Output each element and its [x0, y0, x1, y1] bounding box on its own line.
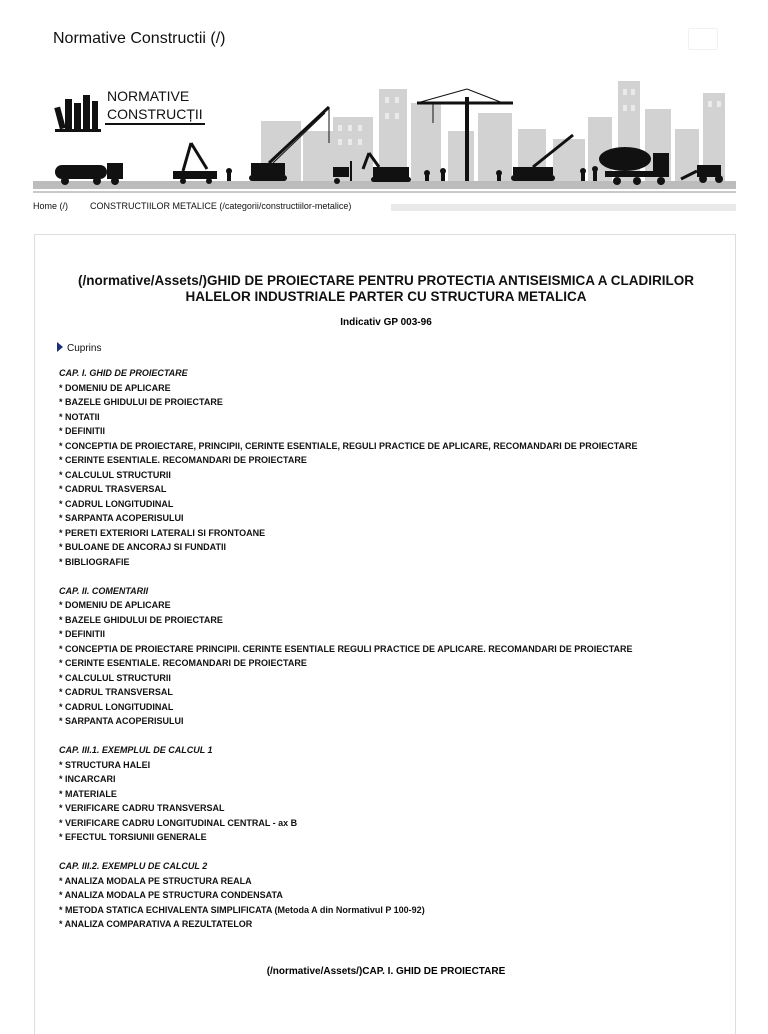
- toc-item[interactable]: * MATERIALE: [59, 788, 117, 799]
- toc-item[interactable]: * METODA STATICA ECHIVALENTA SIMPLIFICATA (Metoda A din Normativul P 100-92): [59, 904, 425, 915]
- document-title-line2: HALELOR INDUSTRIALE PARTER CU STRUCTURA METALICA: [185, 289, 587, 304]
- breadcrumb-divider: [391, 204, 736, 211]
- menu-toggle-button[interactable]: [688, 28, 718, 50]
- toc-item[interactable]: * CADRUL LONGITUDINAL: [59, 701, 174, 712]
- toc-item[interactable]: * SARPANTA ACOPERISULUI: [59, 513, 184, 523]
- document-content: [34, 234, 736, 1034]
- document-title-line1[interactable]: (/normative/Assets/)GHID DE PROIECTARE PENTRU PROTECTIA ANTISEISMICA A CLADIRILOR: [77, 273, 695, 288]
- toc-item[interactable]: * NOTATII: [59, 411, 100, 422]
- toc-item[interactable]: * EFECTUL TORSIUNII GENERALE: [59, 832, 207, 842]
- document-title: [35, 273, 737, 305]
- toc-item[interactable]: * CERINTE ESENTIALE. RECOMANDARI DE PROIECTARE: [59, 658, 307, 668]
- toc-item[interactable]: * DEFINITII: [59, 426, 106, 436]
- toc-item[interactable]: * ANALIZA COMPARATIVA A REZULTATELOR: [59, 919, 253, 929]
- toc-item[interactable]: * ANALIZA MODALA PE STRUCTURA REALA: [59, 875, 252, 886]
- toc-item[interactable]: * DEFINITII: [59, 629, 106, 639]
- toc-item[interactable]: * CALCULUL STRUCTURII: [59, 469, 171, 480]
- toc-toggle[interactable]: [57, 342, 101, 354]
- toc-item[interactable]: * SARPANTA ACOPERISULUI: [59, 716, 184, 726]
- toc-item[interactable]: * CERINTE ESENTIALE. RECOMANDARI DE PROIECTARE: [59, 455, 307, 465]
- toc-section: [59, 584, 719, 729]
- toc-item[interactable]: * CADRUL TRANSVERSAL: [59, 687, 173, 697]
- toc-section: [59, 743, 719, 845]
- toc-section: [59, 366, 719, 569]
- breadcrumb: [33, 201, 736, 215]
- expand-arrow-icon: [57, 342, 63, 352]
- toc-item[interactable]: * STRUCTURA HALEI: [59, 759, 151, 770]
- breadcrumb-category-link[interactable]: CONSTRUCTIILOR METALICE (/categorii/constructiilor-metalice): [90, 201, 352, 211]
- toc-item[interactable]: * BIBLIOGRAFIE: [59, 556, 130, 567]
- toc-section-heading[interactable]: CAP. III.2. EXEMPLU DE CALCUL 2: [59, 861, 208, 871]
- toc-item[interactable]: * CONCEPTIA DE PROIECTARE, PRINCIPII, CERINTE ESENTIALE, REGULI PRACTICE DE APLICARE, RECOMANDARI DE PROIECTARE: [59, 440, 638, 451]
- construction-banner-illustration: [33, 73, 736, 191]
- toc-section-heading[interactable]: CAP. III.1. EXEMPLUL DE CALCUL 1: [59, 745, 213, 755]
- toc-item[interactable]: * CALCULUL STRUCTURII: [59, 672, 171, 683]
- toc-item[interactable]: * CADRUL TRASVERSAL: [59, 484, 167, 494]
- toc-item[interactable]: * VERIFICARE CADRU TRANSVERSAL: [59, 803, 225, 813]
- toc-item[interactable]: * DOMENIU DE APLICARE: [59, 382, 171, 393]
- toc-item[interactable]: * CADRUL LONGITUDINAL: [59, 498, 174, 509]
- toc-item[interactable]: * INCARCARI: [59, 774, 116, 784]
- toc-item[interactable]: * PERETI EXTERIORI LATERALI SI FRONTOANE: [59, 527, 266, 538]
- toc-item[interactable]: * BAZELE GHIDULUI DE PROIECTARE: [59, 397, 223, 407]
- toc-toggle-label: Cuprins: [67, 343, 102, 354]
- toc-section-heading[interactable]: CAP. II. COMENTARII: [59, 585, 149, 596]
- chapter-heading[interactable]: (/normative/Assets/)CAP. I. GHID DE PROIECTARE: [266, 966, 506, 977]
- toc-item[interactable]: * ANALIZA MODALA PE STRUCTURA CONDENSATA: [59, 890, 283, 900]
- svg-text:NORMATIVE: NORMATIVE: [107, 88, 190, 104]
- breadcrumb-home-link[interactable]: Home (/): [33, 201, 69, 211]
- toc-item[interactable]: * CONCEPTIA DE PROIECTARE PRINCIPII. CERINTE ESENTIALE REGULI PRACTICE DE APLICARE. RECOMANDARI DE PROIECTARE: [59, 643, 633, 654]
- toc-item[interactable]: * BULOANE DE ANCORAJ SI FUNDATII: [59, 542, 227, 552]
- table-of-contents: [59, 366, 719, 946]
- svg-text:CONSTRUCȚII: CONSTRUCȚII: [107, 106, 203, 122]
- normative-constructii-logo: [54, 88, 205, 132]
- header-banner: [33, 73, 736, 193]
- toc-section-heading[interactable]: CAP. I. GHID DE PROIECTARE: [59, 368, 188, 378]
- document-indicativ: Indicativ GP 003-96: [340, 317, 432, 328]
- site-title-link[interactable]: Normative Constructii (/): [53, 30, 226, 47]
- toc-item[interactable]: * VERIFICARE CADRU LONGITUDINAL CENTRAL - ax B: [59, 817, 298, 828]
- toc-item[interactable]: * BAZELE GHIDULUI DE PROIECTARE: [59, 614, 223, 625]
- toc-section: [59, 859, 719, 932]
- toc-item[interactable]: * DOMENIU DE APLICARE: [59, 600, 171, 610]
